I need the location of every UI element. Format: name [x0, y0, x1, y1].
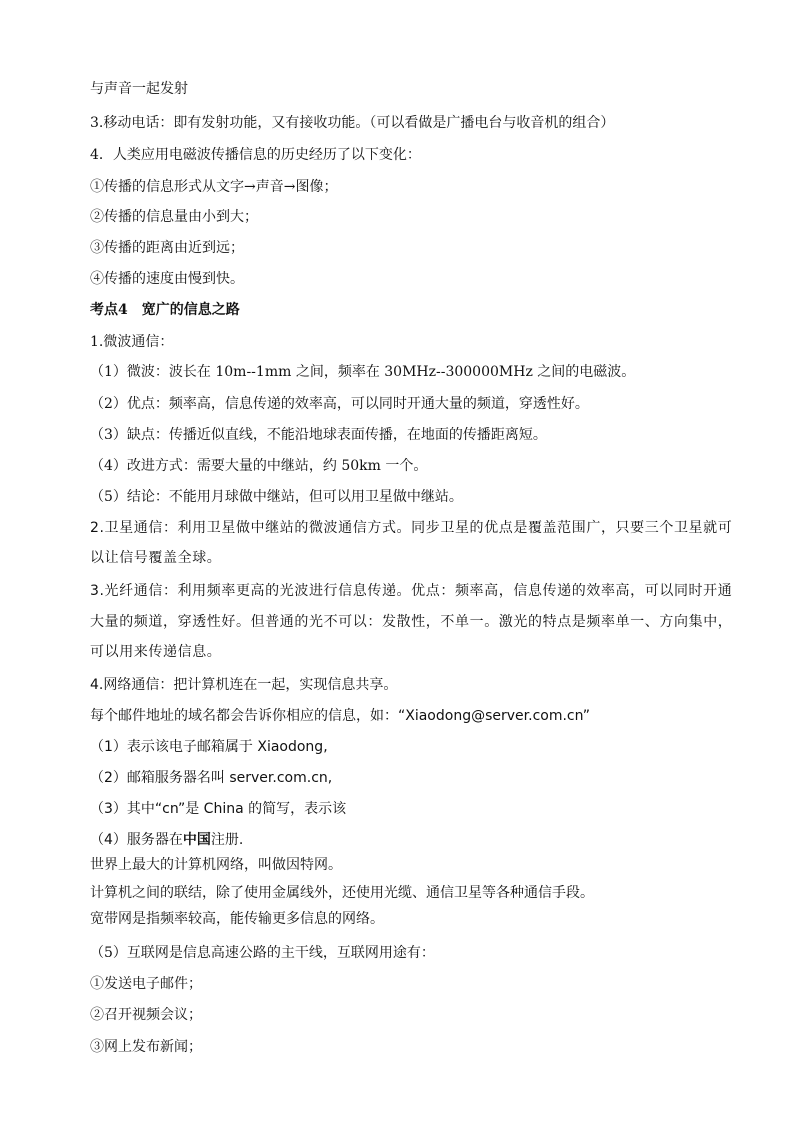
text-line: （3）缺点：传播近似直线，不能沿地球表面传播，在地面的传播距离短。 — [90, 427, 547, 443]
section-heading: 考点4 宽广的信息之路 — [90, 302, 240, 318]
text-line: 4.网络通信：把计算机连在一起，实现信息共享。 — [90, 677, 398, 693]
text-line: ③网上发布新闻； — [90, 1039, 202, 1055]
text-line: 1.微波通信： — [90, 334, 174, 350]
text-line: ①发送电子邮件； — [90, 976, 202, 992]
text-line: 2.卫星通信：利用卫星做中继站的微波通信方式。同步卫星的优点是覆盖范围广，只要三个卫星就可 — [90, 520, 733, 536]
text-line: （2）优点：频率高，信息传递的效率高，可以同时开通大量的频道，穿透性好。 — [90, 396, 589, 412]
text-line: ③传播的距离由近到远； — [90, 240, 244, 256]
text-line: 4．人类应用电磁波传播信息的历史经历了以下变化： — [90, 147, 421, 163]
text-line: （5）结论：不能用月球做中继站，但可以用卫星做中继站。 — [90, 489, 463, 505]
text-line: （5）互联网是信息高速公路的主干线，互联网用途有： — [90, 945, 435, 961]
text-line: 与声音一起发射 — [90, 81, 188, 97]
text-line: 每个邮件地址的域名都会告诉你相应的信息，如：“Xiaodong@server.com.cn” — [90, 708, 590, 724]
text-fragment: 注册. — [210, 832, 244, 848]
text-line: （3）其中“cn”是 China 的简写，表示该 — [90, 801, 347, 817]
text-line: （1）微波：波长在 10m--1mm 之间，频率在 30MHz--300000MHz 之间的电磁波。 — [90, 364, 636, 380]
text-line: 宽带网是指频率较高，能传输更多信息的网络。 — [90, 911, 384, 927]
text-line: ①传播的信息形式从文字→声音→图像； — [90, 179, 338, 195]
text-line: 以让信号覆盖全球。 — [90, 550, 222, 566]
text-line: （1）表示该电子邮箱属于 Xiaodong, — [90, 739, 328, 755]
text-line: ②召开视频会议； — [90, 1007, 202, 1023]
text-line: 世界上最大的计算机网络，叫做因特网。 — [90, 857, 342, 873]
text-line — [90, 831, 730, 849]
text-line: 3.光纤通信：利用频率更高的光波进行信息传递。优点：频率高，信息传递的效率高，可以同时开通 — [90, 583, 733, 599]
text-line: 计算机之间的联结，除了使用金属线外，还使用光缆、通信卫星等各种通信手段。 — [90, 885, 594, 901]
text-line: 3.移动电话：即有发射功能，又有接收功能。（可以看做是广播电台与收音机的组合） — [90, 115, 615, 131]
text-line: ②传播的信息量由小到大； — [90, 209, 258, 225]
text-line: （2）邮箱服务器名叫 server.com.cn, — [90, 770, 333, 786]
text-line: 大量的频道，穿透性好。但普通的光不可以：发散性，不单一。激光的特点是频率单一、方向集中， — [90, 614, 733, 630]
text-line: ④传播的速度由慢到快。 — [90, 271, 244, 287]
text-line: （4）改进方式：需要大量的中继站，约 50km 一个。 — [90, 458, 428, 474]
text-line: 可以用来传递信息。 — [90, 644, 222, 660]
text-fragment: （4）服务器在 — [90, 832, 183, 848]
emphasis-text: 中国 — [182, 832, 211, 848]
